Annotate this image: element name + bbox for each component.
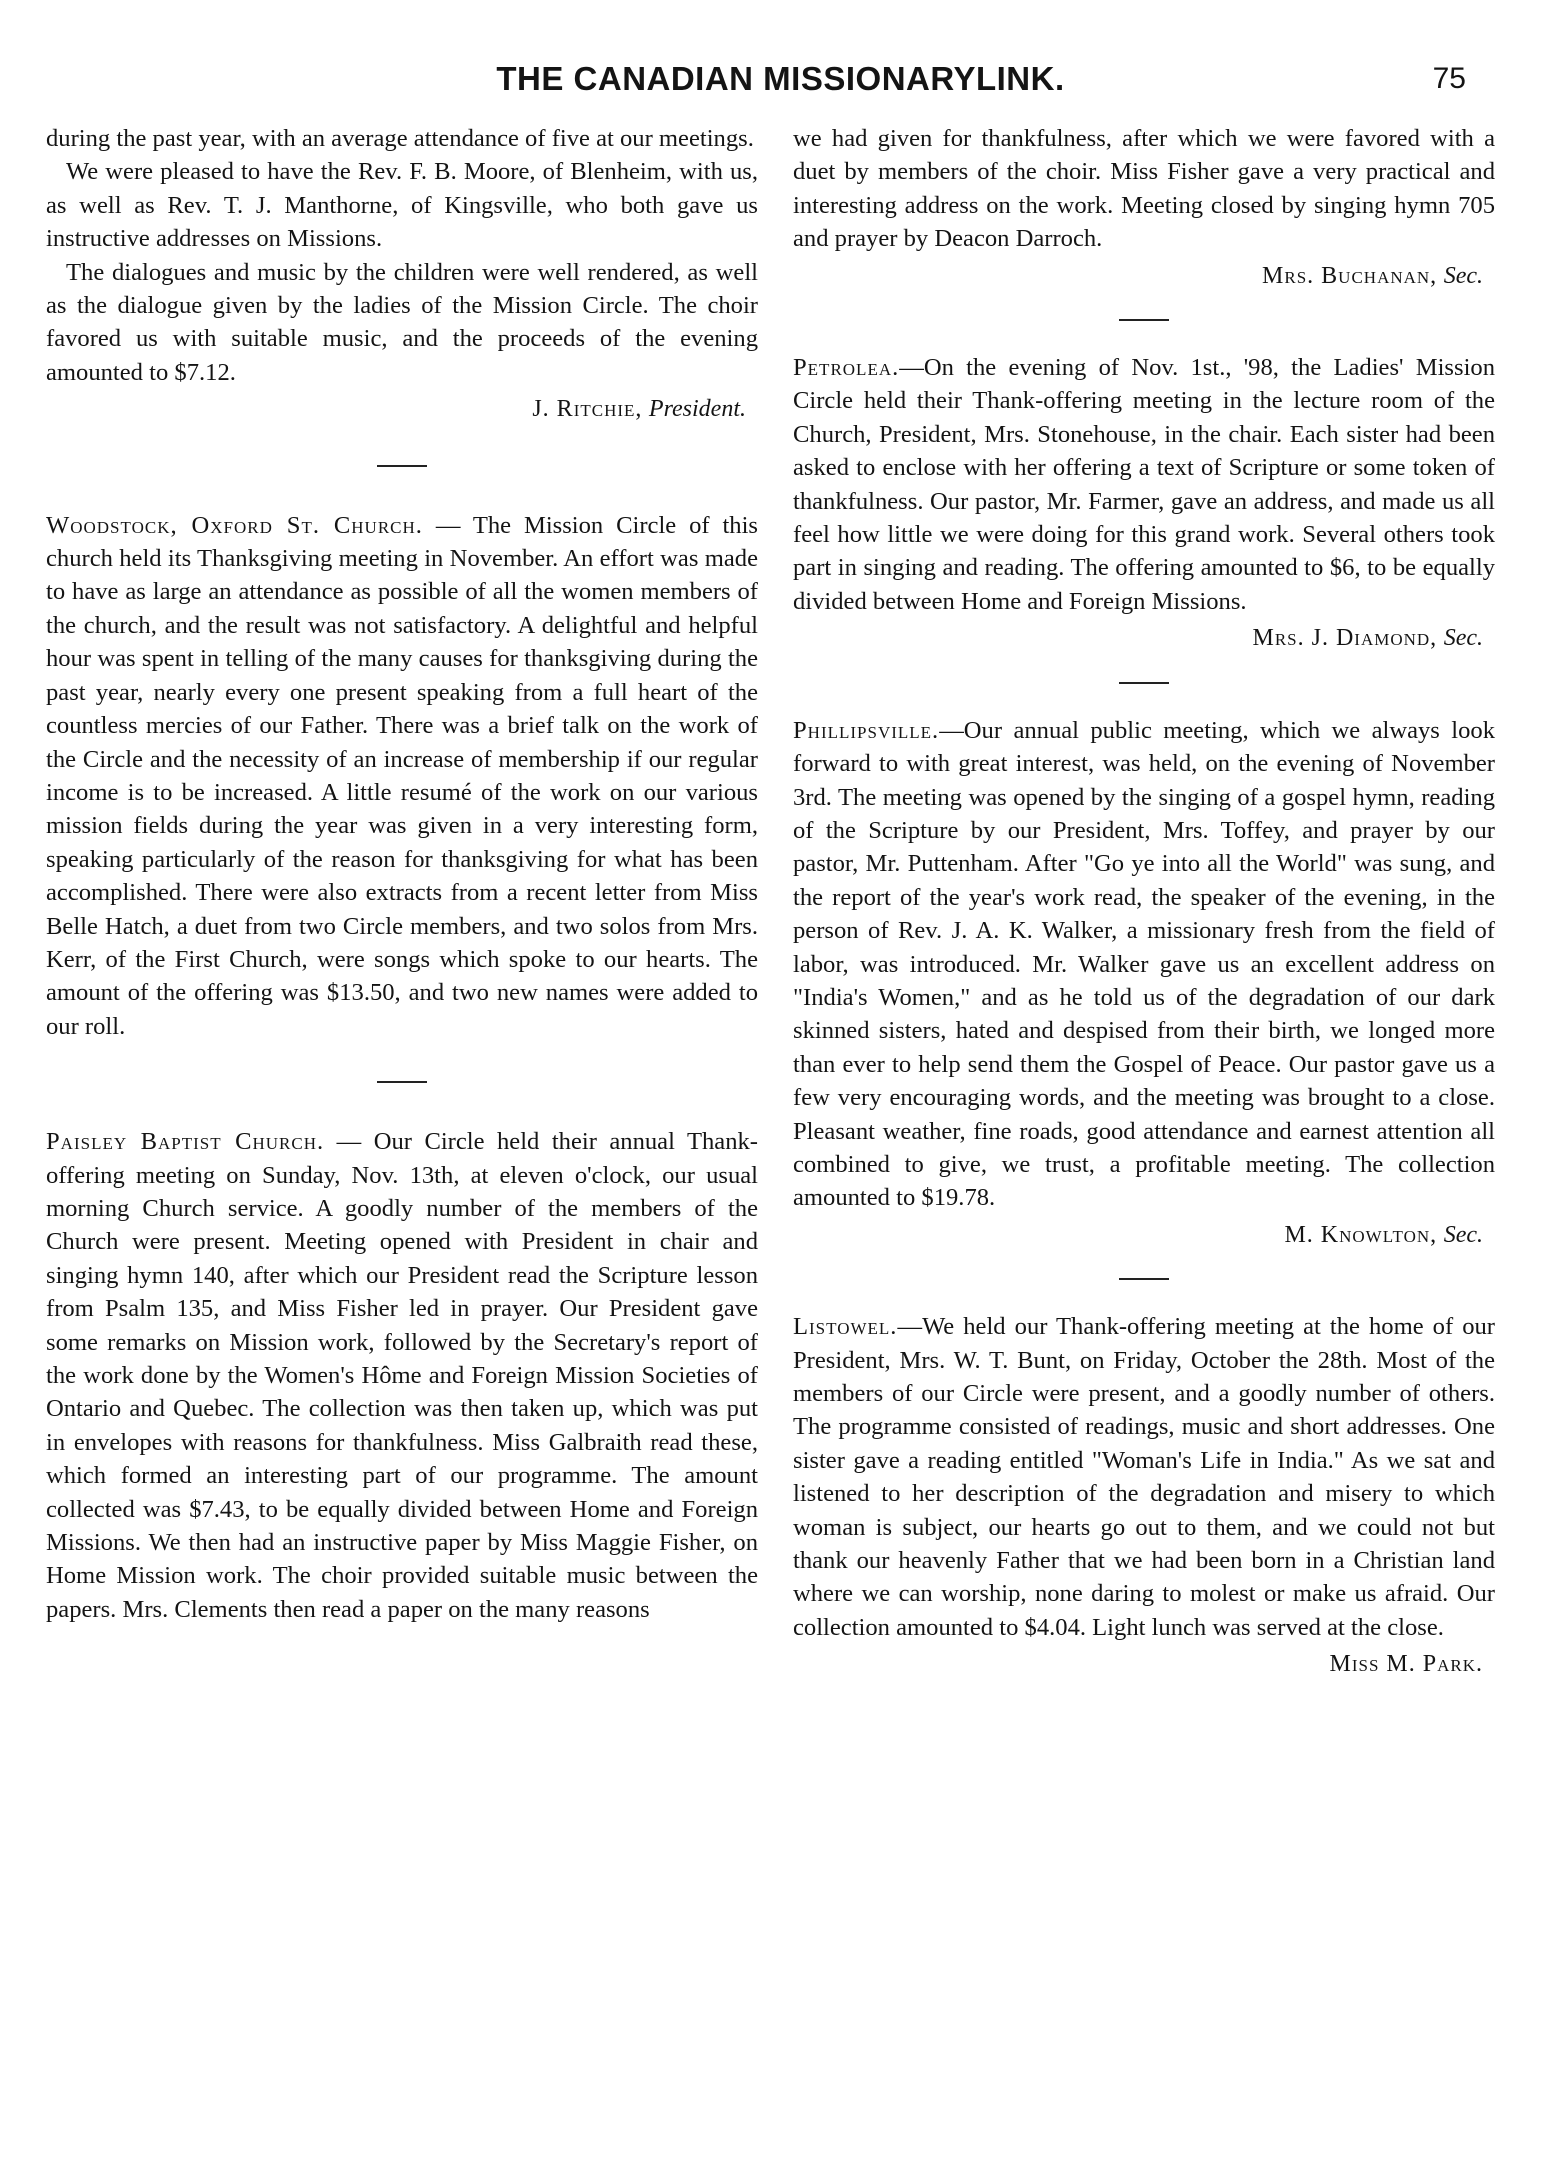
running-title: THE CANADIAN MISSIONARYLINK. xyxy=(496,60,1065,97)
report-heading: Woodstock, Oxford St. Church. xyxy=(46,511,423,539)
report-body: —On the evening of Nov. 1st., '98, the Ladies' Mission Circle held their Thank-offering meeting in the lecture room of the Church, President, Mrs. Stonehouse, in the chair. Each sister had been asked to enclose with her offering a text of Scripture or some token of thankfulness. Our pastor, Mr. Farmer, gave an address, and made us all feel how little we were doing for this grand work. Several others took part in singing and reading. The offering amounted to $6, to be equally divided between Home and Foreign Missions. xyxy=(793,354,1495,615)
section-divider xyxy=(1119,1278,1169,1280)
report-body: —We held our Thank-offering meeting at the home of our President, Mrs. W. T. Bunt, on Friday, October the 28th. Most of the members of our Circle were present, and a goodly number of others. The programme consisted of readings, music and short addresses. One sister gave a reading entitled "Woman's Life in India." As we sat and listened to her description of the degradation and misery to which woman is subject, our hearts go out to them, and we could not but thank our heavenly Father that we had been born in a Christian land where we can worship, none daring to molest or make us afraid. Our collection amounted to $4.04. Light lunch was served at the close. xyxy=(793,1313,1495,1641)
report-petrolea xyxy=(793,351,1495,618)
page-header xyxy=(0,60,1561,110)
signature-role: Sec. xyxy=(1443,1221,1483,1248)
signature-role: President. xyxy=(648,396,746,423)
report-body: —Our annual public meeting, which we always look forward to with great interest, was held, on the evening of November 3rd. The meeting was opened by the singing of a gospel hymn, reading of the Scripture by our President, Mrs. Toffey, and prayer by our pastor, Mr. Puttenham. After "Go ye into all the World" was sung, and the report of the year's work read, the speaker of the evening, in the person of Rev. J. A. K. Walker, a missionary fresh from the field of labor, was introduced. Mr. Walker gave us an excellent address on "India's Women," and as he told us of the degradation of our dark skinned sisters, hated and despised from their birth, we longed more than ever to help send them the Gospel of Peace. Our pastor gave us a few very encouraging words, and the meeting was brought to a close. Pleasant weather, fine roads, good attendance and earnest attention all combined to give, we trust, a profitable meeting. The collection amounted to $19.78. xyxy=(793,716,1495,1212)
section-divider xyxy=(1119,682,1169,684)
report-body: — The Mission Circle of this church held its Thanksgiving meeting in November. An effort was made to have as large an attendance as possible of all the women members of the church, and the result was not satisfactory. A delightful and helpful hour was spent in telling of the many causes for thanksgiving during the past year, nearly every one present speaking from a full heart of the countless mercies of our Father. There was a brief talk on the work of the Circle and the necessity of an increase of membership if our regular income is to be increased. A little resumé of the work on our various mission fields during the year was given in a very interesting form, speaking particularly of the reason for thanksgiving for what has been accomplished. There were also extracts from a recent letter from Miss Belle Hatch, a duet from two Circle members, and two solos from Mrs. Kerr, of the First Church, were songs which spoke to our hearts. The amount of the offering was $13.50, and two new names were added to our roll. xyxy=(46,511,758,1040)
right-column xyxy=(793,122,1495,1682)
paragraph: We were pleased to have the Rev. F. B. Moore, of Blenheim, with us, as well as Rev. T. J. Manthorne, of Kingsville, who both gave us instructive addresses on Missions. xyxy=(46,158,758,253)
section-divider xyxy=(377,465,427,467)
report-paisley xyxy=(46,1125,758,1626)
page-number: 75 xyxy=(1432,62,1466,95)
signature xyxy=(46,393,758,426)
paragraph: The dialogues and music by the children were well rendered, as well as the dialogue given by the ladies of the Mission Circle. The choir favored us with suitable music, and the proceeds of the evening amounted to $7.12. xyxy=(46,258,758,386)
report-woodstock xyxy=(46,509,758,1044)
signature-name: Mrs. J. Diamond, xyxy=(1252,625,1438,652)
signature-role: Sec. xyxy=(1443,625,1483,652)
signature-role: Sec. xyxy=(1443,262,1483,289)
signature-name: M. Knowlton, xyxy=(1284,1221,1438,1248)
signature xyxy=(793,1219,1495,1252)
signature xyxy=(793,260,1495,293)
signature-name: Mrs. Buchanan, xyxy=(1262,262,1438,289)
signature-name: J. Ritchie, xyxy=(532,396,643,423)
paragraph: we had given for thankfulness, after which we were favored with a duet by members of the choir. Miss Fisher gave a very practical and interesting address on the work. Meeting closed by singing hymn 705 and prayer by Deacon Darroch. xyxy=(793,125,1495,253)
signature-name: Miss M. Park. xyxy=(1329,1651,1483,1678)
report-heading: Listowel. xyxy=(793,1313,898,1341)
section-divider xyxy=(377,1081,427,1083)
report-body: — Our Circle held their annual Thank-offering meeting on Sunday, Nov. 13th, at eleven o'clock, our usual morning Church service. A goodly number of the members of the Church were present. Meeting opened with President in chair and singing hymn 140, after which our President read the Scripture lesson from Psalm 135, and Miss Fisher led in prayer. Our President gave some remarks on Mission work, followed by the Secretary's report of the work done by the Women's Hôme and Foreign Mission Societies of Ontario and Quebec. The collection was then taken up, which was put in envelopes with reasons for thankfulness. Miss Galbraith read these, which formed an interesting part of our programme. The amount collected was $7.43, to be equally divided between Home and Foreign Missions. We then had an instructive paper by Miss Maggie Fisher, on Home Mission work. The choir provided suitable music between the papers. Mrs. Clements then read a paper on the many reasons xyxy=(46,1128,758,1623)
report-listowel xyxy=(793,1310,1495,1644)
left-column xyxy=(46,122,758,1626)
report-phillipsville xyxy=(793,714,1495,1215)
report-heading: Paisley Baptist Church. xyxy=(46,1128,325,1156)
paragraph: during the past year, with an average attendance of five at our meetings. xyxy=(46,125,754,152)
section-divider xyxy=(1119,319,1169,321)
report-heading: Phillipsville. xyxy=(793,716,940,744)
signature xyxy=(793,622,1495,655)
report-heading: Petrolea. xyxy=(793,354,900,382)
signature xyxy=(793,1648,1495,1681)
